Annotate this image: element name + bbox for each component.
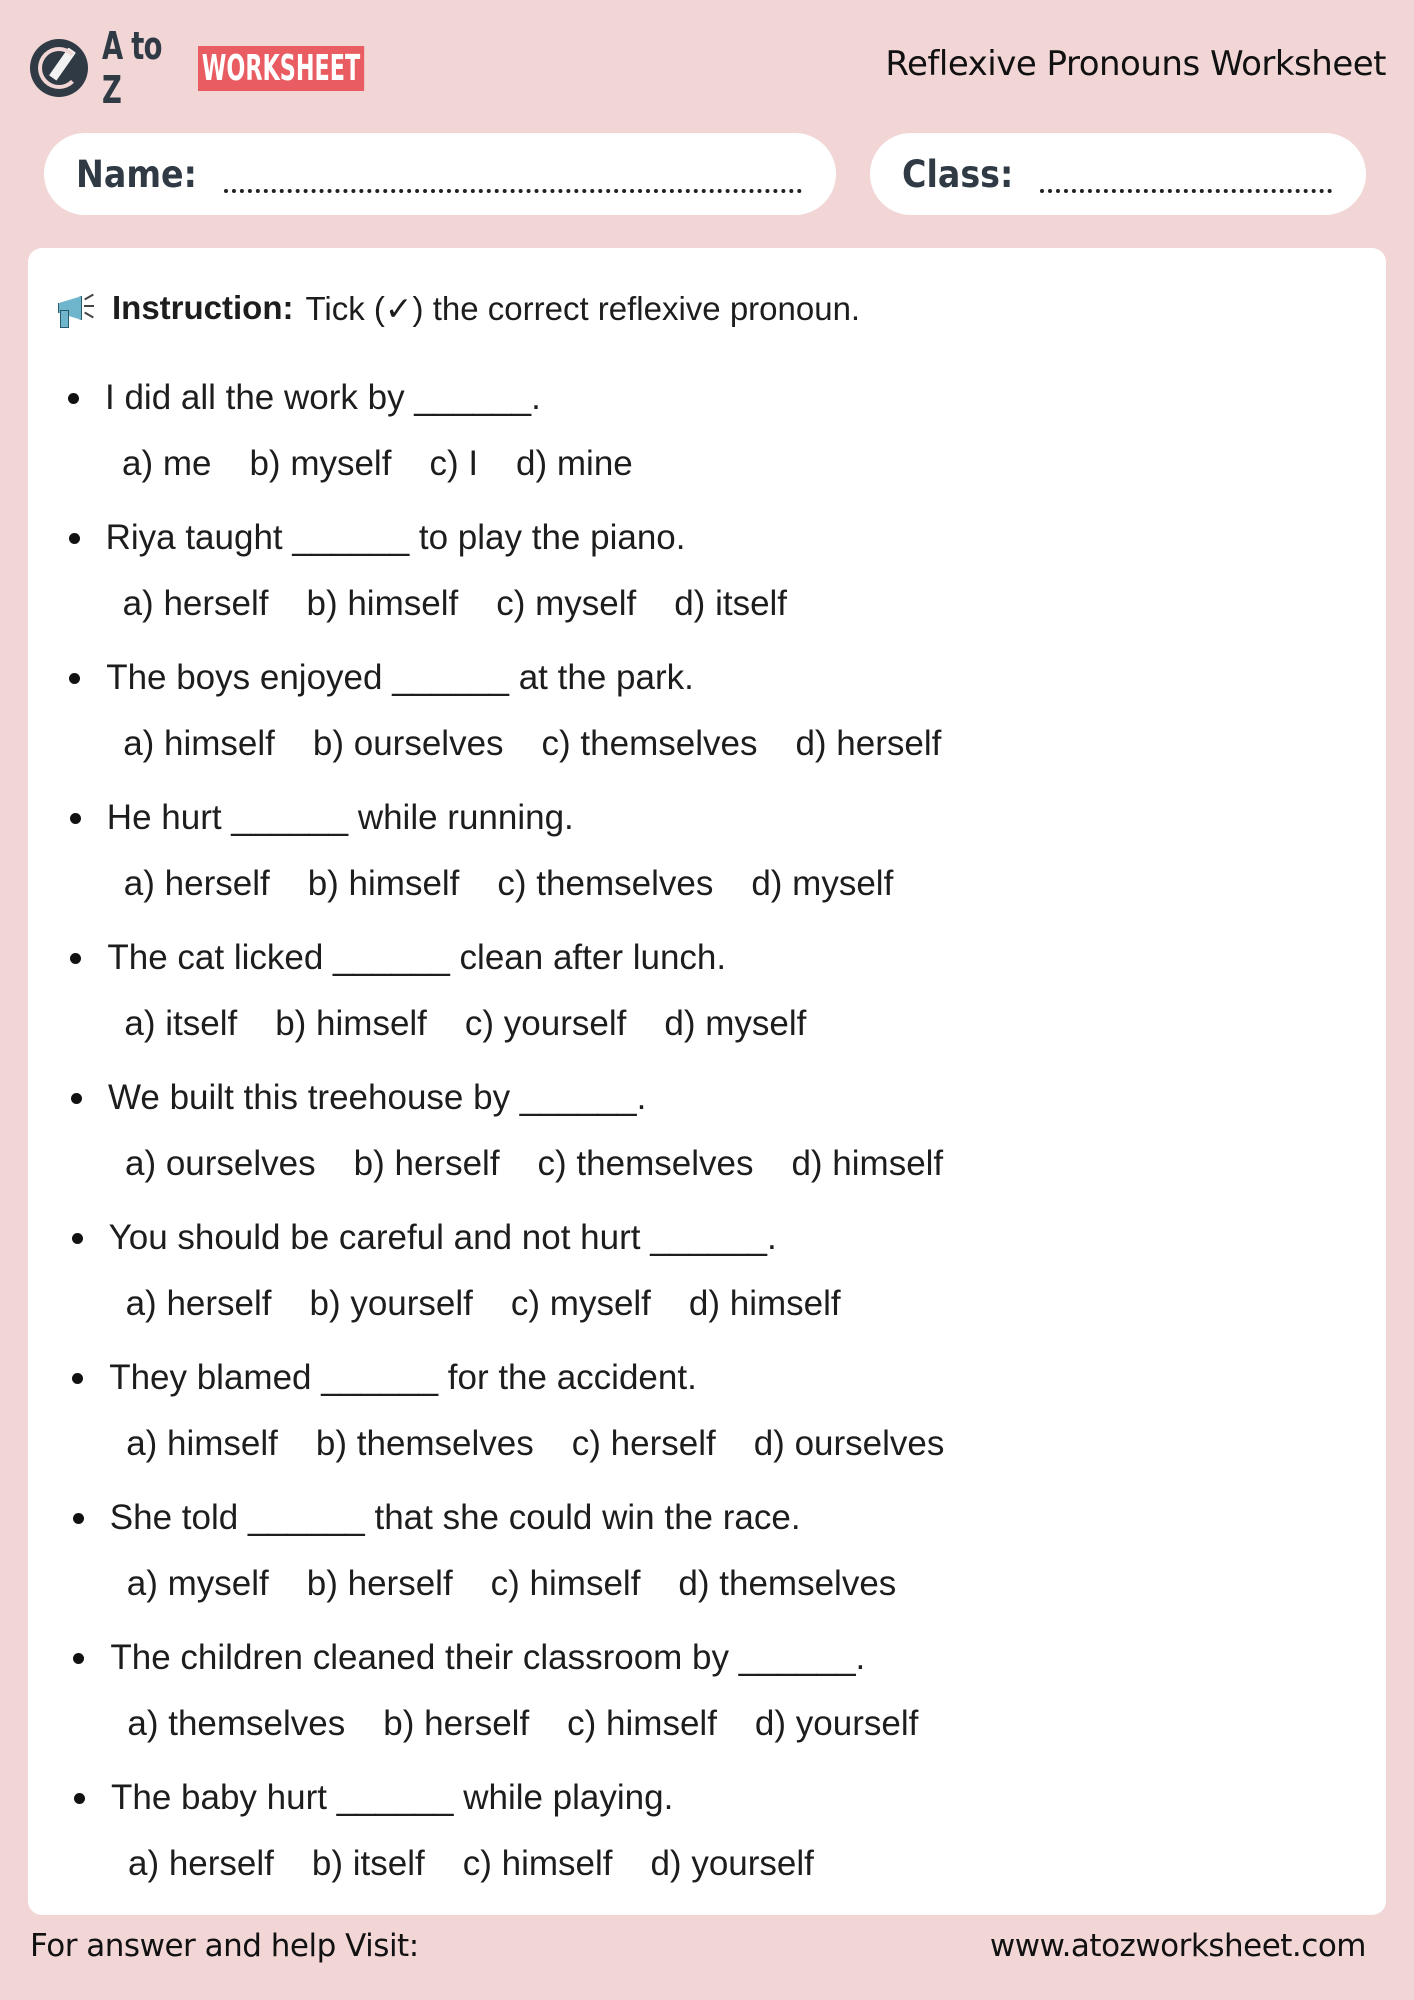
answer-option[interactable]: a) ourselves (125, 1144, 316, 1183)
bullet-icon (69, 533, 80, 544)
class-input-line[interactable] (1040, 189, 1332, 193)
question-text (71, 1078, 981, 1118)
answer-options (124, 864, 932, 904)
answer-options (127, 1704, 956, 1744)
answer-options (123, 724, 979, 764)
answer-option[interactable]: a) me (122, 444, 212, 483)
question-sentence: The children cleaned their classroom by ______. (110, 1638, 866, 1677)
instruction-text: Tick (✓) the correct reflexive pronoun. (305, 289, 861, 327)
question-item (74, 1778, 852, 1884)
question-item (72, 1218, 879, 1324)
question-item (71, 1078, 981, 1184)
question-text (69, 658, 979, 698)
answer-option[interactable]: b) himself (307, 864, 460, 903)
answer-option[interactable]: c) himself (567, 1704, 717, 1743)
bullet-icon (70, 953, 81, 964)
question-sentence: I did all the work by ______. (105, 378, 541, 417)
question-sentence: The boys enjoyed ______ at the park. (106, 658, 694, 697)
answer-option[interactable]: c) myself (510, 1284, 651, 1323)
question-item (73, 1498, 935, 1604)
answer-options (126, 1424, 982, 1464)
answer-option[interactable]: b) herself (353, 1144, 500, 1183)
answer-option[interactable]: c) themselves (497, 864, 714, 903)
question-sentence: She told ______ that she could win the race. (109, 1498, 801, 1537)
answer-option[interactable]: d) himself (791, 1144, 944, 1183)
answer-option[interactable]: a) herself (125, 1284, 272, 1323)
name-field[interactable] (44, 133, 836, 215)
answer-options (127, 1564, 935, 1604)
bullet-icon (74, 1793, 85, 1804)
answer-option[interactable]: d) mine (516, 444, 633, 483)
question-sentence: The cat licked ______ clean after lunch. (107, 938, 727, 977)
bullet-icon (70, 813, 81, 824)
question-item (72, 1358, 982, 1464)
answer-option[interactable]: c) himself (462, 1844, 613, 1883)
question-item (68, 378, 671, 484)
answer-option[interactable]: a) themselves (127, 1704, 346, 1743)
footer-help-text: For answer and help Visit: (30, 1928, 419, 1964)
question-item (73, 1638, 956, 1744)
answer-option[interactable]: d) ourselves (753, 1424, 945, 1463)
question-text (69, 518, 825, 558)
answer-option[interactable]: a) himself (126, 1424, 278, 1463)
class-label: Class: (902, 152, 1014, 196)
instruction (54, 288, 860, 328)
class-field[interactable] (870, 133, 1366, 215)
answer-option[interactable]: a) herself (122, 584, 269, 623)
answer-option[interactable]: d) herself (795, 724, 942, 763)
bullet-icon (72, 1373, 83, 1384)
bullet-icon (68, 393, 79, 404)
answer-options (126, 1284, 879, 1324)
answer-option[interactable]: b) myself (249, 444, 392, 483)
question-text (70, 798, 932, 838)
answer-option[interactable]: d) myself (664, 1004, 807, 1043)
answer-option[interactable]: b) himself (275, 1004, 427, 1043)
question-item (69, 518, 825, 624)
worksheet-card (28, 248, 1386, 1915)
instruction-label: Instruction: (112, 289, 294, 326)
answer-option[interactable]: c) themselves (537, 1144, 754, 1183)
logo-brand-highlight: WORKSHEET (198, 46, 364, 91)
answer-option[interactable]: c) himself (490, 1564, 641, 1603)
answer-option[interactable]: c) herself (571, 1424, 716, 1463)
answer-option[interactable]: b) yourself (309, 1284, 473, 1323)
answer-option[interactable]: d) yourself (754, 1704, 919, 1743)
answer-options (123, 584, 825, 624)
answer-option[interactable]: b) herself (383, 1704, 530, 1743)
answer-option[interactable]: d) himself (688, 1284, 841, 1323)
question-sentence: The baby hurt ______ while playing. (111, 1778, 674, 1817)
name-label: Name: (76, 152, 197, 196)
question-sentence: We built this treehouse by ______. (108, 1078, 647, 1117)
bullet-icon (71, 1093, 82, 1104)
bullet-icon (69, 673, 80, 684)
question-text (72, 1358, 982, 1398)
question-sentence: Riya taught ______ to play the piano. (105, 518, 686, 557)
answer-options (122, 444, 671, 484)
answer-option[interactable]: b) ourselves (312, 724, 504, 763)
answer-option[interactable]: b) herself (306, 1564, 453, 1603)
question-sentence: You should be careful and not hurt ______. (108, 1218, 777, 1257)
answer-option[interactable]: a) itself (124, 1004, 238, 1043)
answer-options (125, 1144, 981, 1184)
question-text (73, 1498, 935, 1538)
answer-option[interactable]: b) themselves (315, 1424, 534, 1463)
answer-option[interactable]: a) herself (128, 1844, 274, 1883)
answer-option[interactable]: a) himself (123, 724, 275, 763)
question-item (70, 938, 844, 1044)
megaphone-icon (54, 288, 98, 328)
pen-circle-logo-icon (30, 39, 88, 97)
logo (30, 24, 466, 112)
answer-option[interactable]: b) itself (311, 1844, 425, 1883)
question-sentence: He hurt ______ while running. (106, 798, 574, 837)
answer-option[interactable]: a) herself (123, 864, 270, 903)
page-title: Reflexive Pronouns Worksheet (885, 44, 1386, 84)
answer-option[interactable]: c) themselves (541, 724, 758, 763)
answer-option[interactable]: b) himself (306, 584, 459, 623)
answer-options (128, 1844, 852, 1884)
answer-option[interactable]: d) itself (674, 584, 788, 623)
bullet-icon (73, 1653, 84, 1664)
logo-brand-prefix: A to Z (102, 24, 162, 112)
answer-option[interactable]: c) myself (496, 584, 637, 623)
answer-option[interactable]: d) yourself (650, 1844, 814, 1883)
bullet-icon (72, 1233, 83, 1244)
question-sentence: They blamed ______ for the accident. (109, 1358, 697, 1397)
question-text (74, 1778, 852, 1818)
footer-website-link[interactable]: www.atozworksheet.com (989, 1928, 1366, 1964)
answer-option[interactable]: d) myself (751, 864, 894, 903)
answer-option[interactable]: d) themselves (678, 1564, 897, 1603)
question-item (69, 658, 979, 764)
question-item (70, 798, 932, 904)
bullet-icon (73, 1513, 84, 1524)
question-text (68, 378, 671, 418)
question-text (70, 938, 844, 978)
answer-option[interactable]: c) yourself (464, 1004, 627, 1043)
name-input-line[interactable] (224, 189, 802, 193)
answer-option[interactable]: c) I (429, 444, 479, 483)
question-text (73, 1638, 956, 1678)
answer-option[interactable]: a) myself (126, 1564, 269, 1603)
answer-options (124, 1004, 844, 1044)
question-text (72, 1218, 879, 1258)
